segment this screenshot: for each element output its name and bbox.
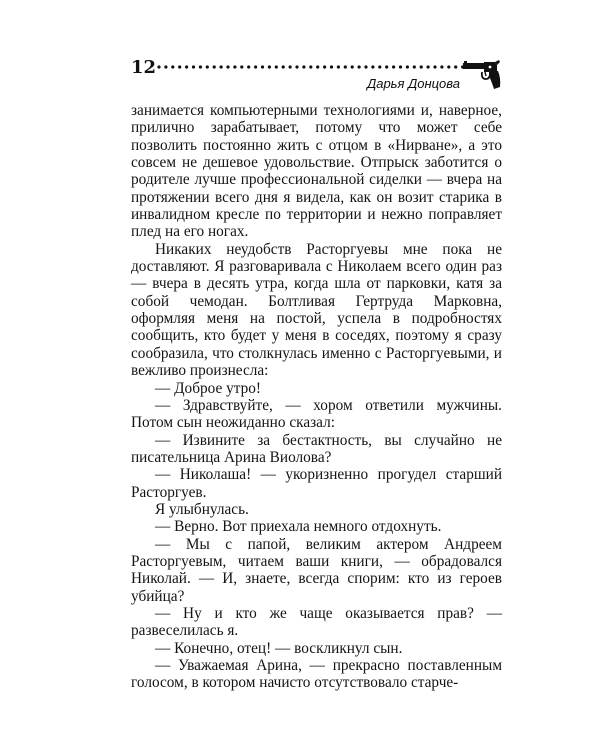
paragraph: Я улыбнулась.: [155, 500, 249, 518]
author-name: Дарья Донцова: [367, 76, 460, 91]
page-number: 12: [131, 57, 157, 78]
paragraph: — Доброе утро!: [155, 379, 261, 397]
revolver-icon: [462, 60, 502, 90]
paragraph: занимается компьютерными технологиями и, наверное, прилично зарабатывает, потому что может себе позволить постоянно жить с отцом в «Нирване», а это совсем не дешевое удовольствие. Отпрыск заботится о родителе лучше профессиональной сиделки — вчера на протяжении всего дня я видела, как он возит старика в инвалидном кресле по территории и нежно поправляет плед на его ногах.: [131, 102, 502, 241]
paragraph: — Ну и кто же чаще оказывается прав? — развеселилась я.: [131, 604, 502, 640]
running-header: [131, 56, 502, 96]
paragraph: — Мы с папой, великим актером Андреем Расторгуевым, читаем ваши книги, — обрадовался Николай. — И, знаете, всегда спорим: кто из героев убийца?: [131, 535, 502, 605]
paragraph: — Уважаемая Арина, — прекрасно поставленным голосом, в котором начисто отсутствовало старче-: [131, 657, 502, 692]
paragraph: — Здравствуйте, — хором ответили мужчины. Потом сын неожиданно сказал:: [131, 396, 502, 432]
paragraph: — Верно. Вот приехала немного отдохнуть.: [155, 518, 442, 536]
body-text: [131, 102, 502, 692]
paragraph: — Конечно, отец! — воскликнул сын.: [155, 639, 403, 657]
dotted-rule: [157, 64, 473, 70]
paragraph: — Николаша! — укоризненно прогудел старший Расторгуев.: [131, 466, 502, 501]
paragraph: — Извините за бестактность, вы случайно не писательница Арина Виолова?: [131, 431, 502, 466]
paragraph: Никаких неудобств Расторгуевы мне пока не доставляют. Я разговаривала с Николаем всего один раз — вчера в десять утра, когда шла от парковки, катя за собой чемодан. Болтливая Гертруда Марковна, оформляя меня на постой, успела в подробностях сообщить, кто будет у меня в соседях, поэтому я сразу сообразила, что столкнулась именно с Расторгуевыми, и вежливо произнесла:: [131, 240, 502, 380]
